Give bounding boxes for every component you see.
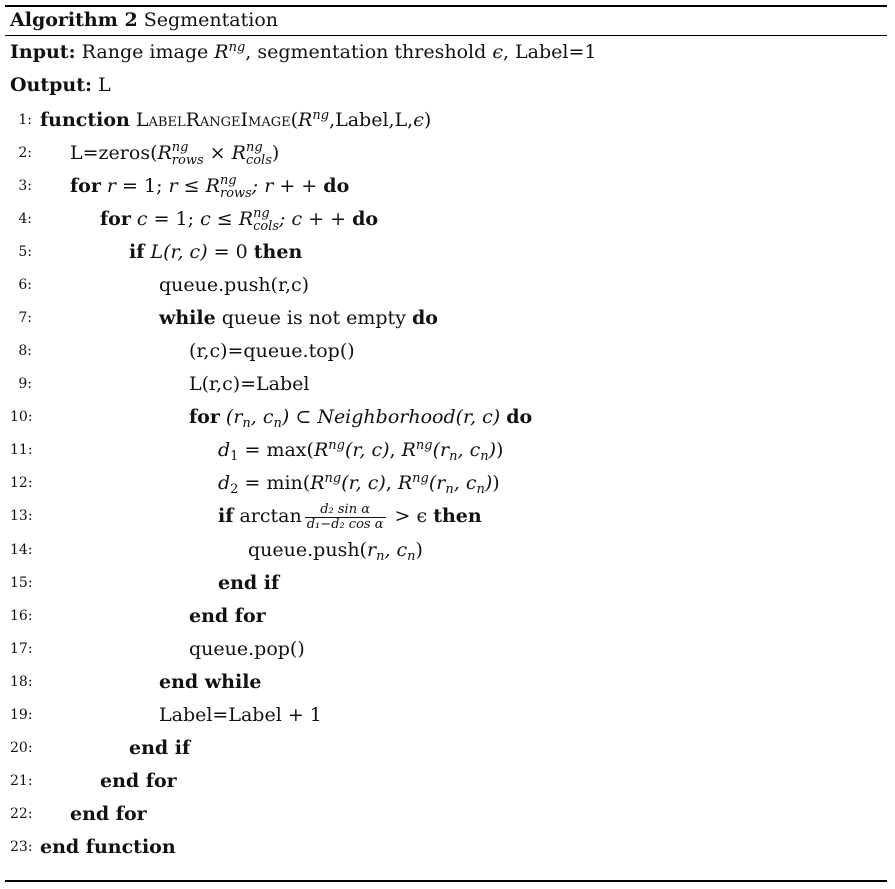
input-text-post: , segmentation threshold	[245, 41, 493, 63]
algorithm-title: Segmentation	[143, 9, 279, 31]
input-keyword: Input:	[10, 41, 76, 63]
line-number: 4:	[18, 211, 32, 227]
keyword-end-while: end while	[159, 671, 262, 693]
line-number: 2:	[18, 145, 32, 161]
paren-close: )	[415, 539, 423, 561]
bottom-rule	[5, 880, 887, 882]
rn-args: ($r_n$, $c_n$)	[432, 439, 497, 464]
input-line	[10, 39, 596, 65]
range-symbol: R	[397, 472, 413, 494]
range-symbol: R	[157, 142, 172, 164]
loop-increment: ; c + +	[279, 208, 347, 230]
code-text	[248, 535, 423, 565]
line-number: 17:	[10, 641, 33, 657]
input-range-superscript: ng	[228, 40, 246, 55]
line-number: 15:	[10, 575, 33, 591]
line-number: 14:	[10, 542, 33, 558]
keyword-for: for	[70, 175, 101, 197]
loop-var: r	[168, 175, 178, 197]
var-d: d	[218, 472, 231, 494]
neighbor-tuple: ($r_n$, $c_n$)	[225, 406, 290, 431]
loop-var: r	[106, 175, 116, 197]
code-text	[100, 204, 378, 234]
rows-subscript: rows	[171, 153, 204, 168]
code-text: $d_2 = \min(R^{ng}(r$, c), $R^{ng}(r_n$, $c_n$))	[218, 471, 500, 497]
keyword-end-for: end for	[100, 770, 177, 792]
code-text	[129, 237, 302, 267]
code-text: queue.push(r,c)	[159, 274, 310, 296]
output-keyword: Output:	[10, 74, 93, 96]
push-call: queue.push(	[248, 539, 367, 561]
loop-init: = 1;	[116, 175, 169, 197]
algorithm-label: Algorithm 2	[10, 9, 138, 31]
range-symbol: R	[298, 109, 313, 131]
keyword-if: if	[129, 241, 145, 263]
function-name: LabelRangeImage	[135, 109, 291, 131]
keyword-while: while	[159, 307, 216, 329]
loop-var: c	[136, 208, 148, 230]
keyword-for: for	[189, 406, 220, 428]
line-number: 12:	[10, 475, 33, 491]
code-text: queue.pop()	[189, 638, 305, 660]
code-text	[218, 501, 482, 532]
paren-close: )	[423, 109, 432, 131]
condition-eq: = 0	[207, 241, 248, 263]
keyword-do: do	[352, 208, 379, 230]
code-text	[70, 171, 349, 201]
le-operator: ≤	[210, 208, 239, 230]
gt-epsilon: > ϵ	[388, 505, 434, 527]
fraction-denominator: d₁−d₂ cos α	[306, 516, 384, 532]
code-text	[70, 138, 279, 168]
cols-subscript: cols	[245, 153, 272, 168]
code-text	[189, 402, 532, 432]
range-symbol: R	[313, 439, 329, 461]
rn-args: ($r_n$, $c_n$)	[428, 472, 493, 497]
range-symbol: R	[238, 208, 254, 230]
function-args: ,Label,L,	[329, 109, 414, 131]
line-number: 6:	[18, 277, 32, 293]
top-rule	[5, 5, 887, 7]
keyword-end-for: end for	[189, 605, 266, 627]
line-number: 21:	[10, 773, 33, 789]
keyword-function: function	[40, 109, 130, 131]
line-number: 10:	[10, 409, 33, 425]
keyword-end-if: end if	[218, 572, 280, 594]
cols-stack: ng cols	[245, 140, 272, 168]
line-number: 22:	[10, 806, 33, 822]
keyword-do: do	[411, 307, 438, 329]
line-number: 1:	[18, 112, 32, 128]
line-number: 13:	[10, 508, 33, 524]
while-condition: queue is not empty	[221, 307, 406, 329]
algorithm-caption	[10, 8, 278, 32]
paren-close: )	[271, 142, 280, 164]
rc-args: (r, c)	[341, 472, 386, 494]
times-operator: ×	[203, 142, 232, 164]
var-d-index: 1	[230, 449, 239, 464]
line-number: 9:	[18, 376, 32, 392]
line-number: 7:	[18, 310, 32, 326]
keyword-do: do	[506, 406, 533, 428]
line-number: 5:	[18, 244, 32, 260]
neighborhood-args: (r, c)	[455, 406, 501, 428]
input-text-pre: Range image	[81, 41, 215, 63]
range-symbol: R	[401, 439, 416, 461]
loop-increment: ; r + +	[251, 175, 318, 197]
rn-args: $r_n$, $c_n$	[366, 539, 416, 564]
keyword-end-if: end if	[129, 737, 191, 759]
line-number: 20:	[10, 740, 33, 756]
condition-expr: L(r, c)	[150, 241, 208, 263]
fraction-numerator: d₂ sin α	[305, 503, 386, 518]
code-text	[159, 303, 438, 333]
output-text: L	[98, 74, 111, 96]
rc-args: (r, c)	[344, 439, 390, 461]
keyword-do: do	[323, 175, 350, 197]
max-call: = max(	[238, 439, 314, 461]
line-number: 16:	[10, 608, 33, 624]
input-epsilon: ϵ	[492, 41, 503, 63]
min-call: = min(	[238, 472, 311, 494]
range-symbol: R	[231, 142, 246, 164]
code-text: (r,c)=queue.top()	[189, 340, 355, 362]
keyword-end-function: end function	[40, 836, 176, 858]
line-number: 8:	[18, 343, 32, 359]
keyword-if: if	[218, 505, 234, 527]
keyword-for: for	[100, 208, 131, 230]
le-operator: ≤	[177, 175, 206, 197]
line-number: 23:	[10, 839, 33, 855]
code-text: Label=Label + 1	[159, 704, 322, 726]
range-symbol: R	[310, 472, 325, 494]
cols-stack: ng cols	[253, 206, 279, 234]
subset-operator: ⊂	[289, 406, 318, 428]
caption-rule	[5, 35, 887, 36]
arctan-fn: arctan	[239, 505, 302, 527]
range-symbol: R	[205, 175, 220, 197]
paren-open: (	[290, 109, 299, 131]
keyword-then: then	[253, 241, 303, 263]
input-text-end: , Label=1	[502, 41, 597, 63]
code-text: L(r,c)=Label	[189, 373, 310, 395]
code-text: $d_1 = \max(R^{ng}(r$, c), $R^{ng}(r_n$, $c_n$))	[218, 438, 504, 464]
loop-init: = 1;	[147, 208, 201, 230]
range-superscript: ng	[312, 108, 330, 123]
zeros-call: L=zeros(	[70, 142, 158, 164]
output-line	[10, 72, 111, 98]
var-d: d	[218, 439, 231, 461]
input-range-symbol: R	[214, 41, 229, 63]
line-number: 18:	[10, 674, 33, 690]
rows-stack: ng rows	[171, 140, 204, 168]
neighborhood-fn: Neighborhood	[317, 406, 456, 428]
keyword-end-for: end for	[70, 803, 147, 825]
epsilon: ϵ	[413, 109, 424, 131]
keyword-then: then	[433, 505, 482, 527]
code-text	[40, 105, 431, 135]
arctan-fraction	[305, 503, 386, 532]
line-number: 19:	[10, 707, 33, 723]
line-number: 11:	[10, 442, 33, 458]
line-number: 3:	[18, 178, 32, 194]
rows-stack: ng rows	[219, 173, 252, 201]
var-d-index: 2	[230, 482, 239, 497]
loop-var: c	[200, 208, 211, 230]
